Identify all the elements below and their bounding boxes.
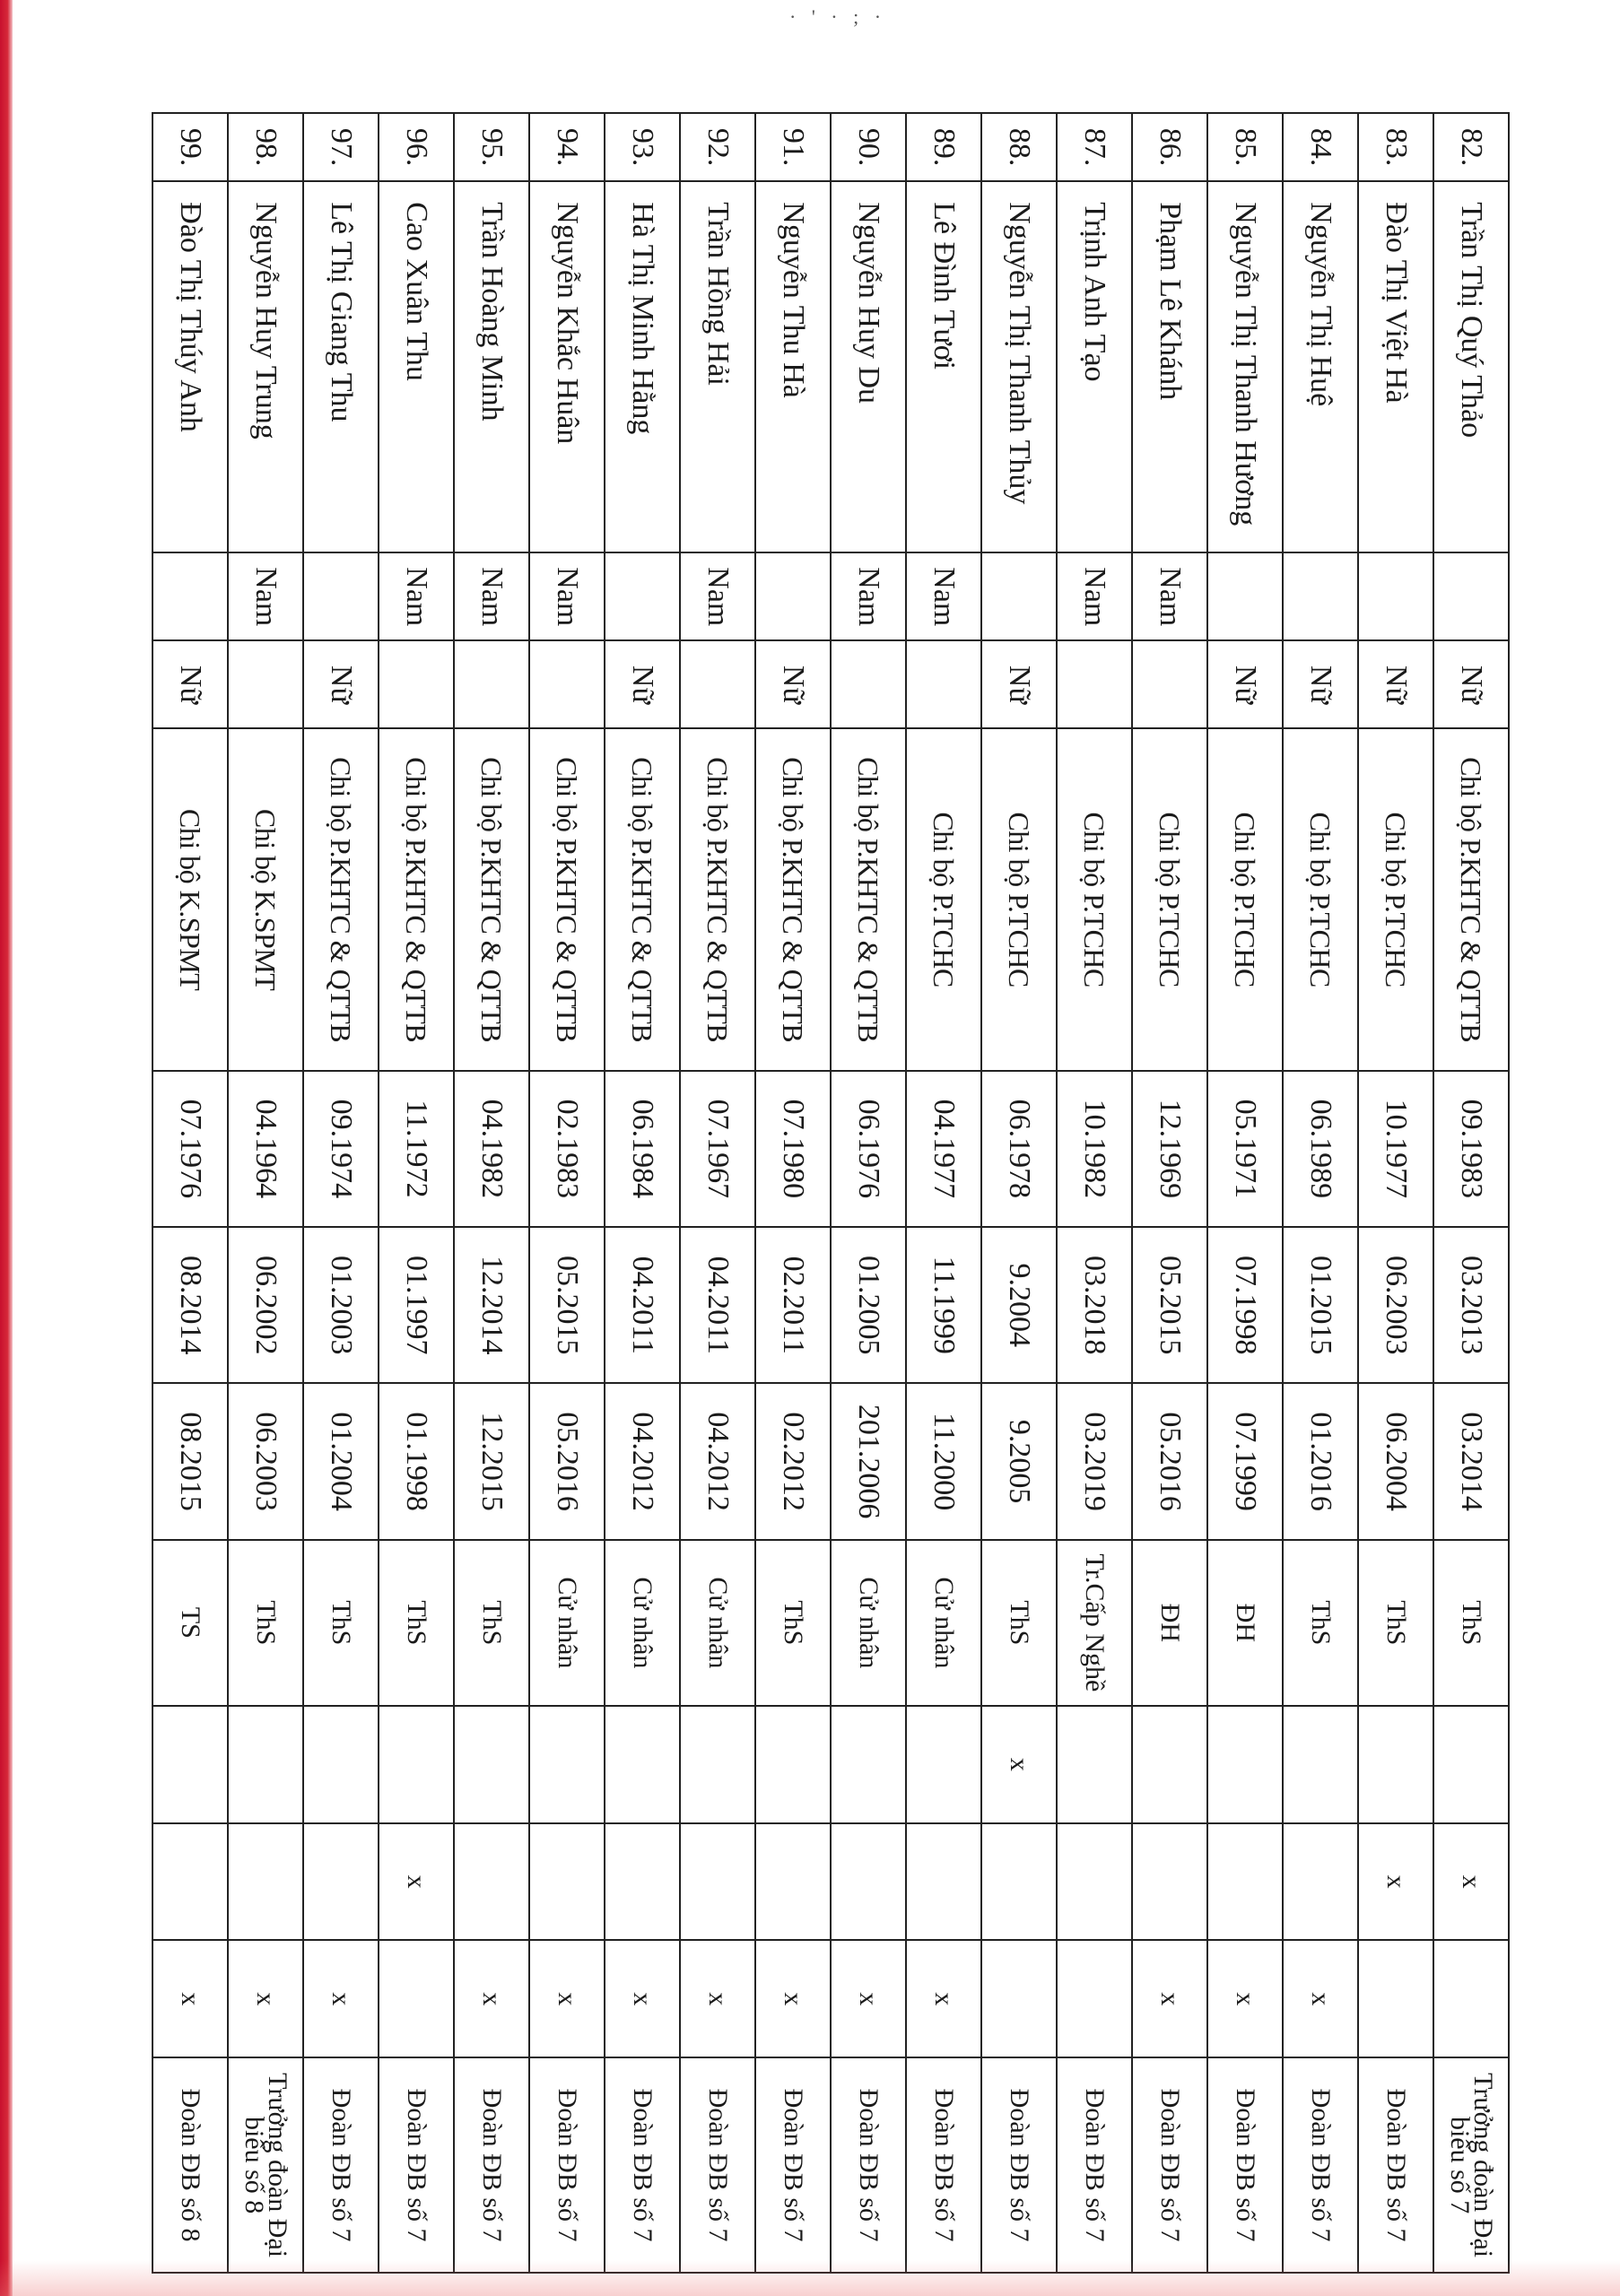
cell-nam: Nam [529,552,605,640]
cell-party-join: 01.1997 [379,1227,454,1383]
cell-nu [906,640,981,728]
cell-mark-1 [755,1706,831,1823]
cell-qualification: ThS [228,1540,303,1706]
cell-birth: 04.1982 [454,1071,529,1227]
cell-mark-1 [454,1706,529,1823]
cell-mark-2 [981,1823,1057,1941]
cell-official: 05.2016 [529,1383,605,1539]
cell-qualification: Cử nhân [529,1540,605,1706]
cell-name: Lê Đình Tươi [906,181,981,552]
cell-mark-3: x [152,1940,228,2057]
cell-chi-bo: Chi bộ P.TCHC [1132,728,1207,1070]
table-row [1057,113,1132,2273]
cell-stt: 85. [1207,113,1283,181]
cell-nam: Nam [228,552,303,640]
cell-mark-1 [529,1706,605,1823]
cell-nu: Nữ [981,640,1057,728]
cell-party-join: 03.2018 [1057,1227,1132,1383]
cell-nu [680,640,755,728]
cell-qualification: Cử nhân [605,1540,680,1706]
cell-nu [228,640,303,728]
cell-mark-3 [1433,1940,1509,2057]
cell-chi-bo: Chi bộ P.KHTC & QTTB [303,728,379,1070]
cell-nu [454,640,529,728]
cell-party-join: 04.2011 [680,1227,755,1383]
cell-delegation: Đoàn ĐB số 7 [680,2057,755,2273]
cell-stt: 89. [906,113,981,181]
cell-mark-2 [152,1823,228,1941]
cell-chi-bo: Chi bộ P.TCHC [1207,728,1283,1070]
cell-official: 11.2000 [906,1383,981,1539]
cell-nu: Nữ [1358,640,1433,728]
cell-qualification: ThS [981,1540,1057,1706]
cell-nam: Nam [831,552,906,640]
cell-qualification: ThS [1283,1540,1358,1706]
cell-delegation: Đoàn ĐB số 7 [454,2057,529,2273]
cell-birth: 07.1967 [680,1071,755,1227]
cell-nu: Nữ [605,640,680,728]
cell-qualification: ThS [303,1540,379,1706]
cell-chi-bo: Chi bộ P.TCHC [981,728,1057,1070]
table-row [906,113,981,2273]
cell-official: 01.1998 [379,1383,454,1539]
cell-mark-3: x [906,1940,981,2057]
cell-nam [981,552,1057,640]
cell-qualification: Cử nhân [906,1540,981,1706]
cell-official: 07.1999 [1207,1383,1283,1539]
cell-official: 9.2005 [981,1383,1057,1539]
cell-mark-2 [1132,1823,1207,1941]
cell-official: 06.2004 [1358,1383,1433,1539]
cell-nu: Nữ [303,640,379,728]
cell-mark-1 [1057,1706,1132,1823]
cell-chi-bo: Chi bộ P.KHTC & QTTB [379,728,454,1070]
cell-delegation: Trưởng đoàn Đại biểu số 8 [228,2057,303,2273]
cell-mark-3: x [680,1940,755,2057]
cell-official: 201.2006 [831,1383,906,1539]
cell-nam [1207,552,1283,640]
cell-stt: 82. [1433,113,1509,181]
cell-stt: 96. [379,113,454,181]
cell-official: 04.2012 [680,1383,755,1539]
cell-official: 12.2015 [454,1383,529,1539]
cell-mark-3: x [529,1940,605,2057]
table-row [1207,113,1283,2273]
cell-mark-1 [379,1706,454,1823]
cell-stt: 91. [755,113,831,181]
cell-stt: 88. [981,113,1057,181]
cell-stt: 86. [1132,113,1207,181]
cell-mark-2: x [1433,1823,1509,1941]
cell-mark-3 [379,1940,454,2057]
cell-mark-2 [755,1823,831,1941]
cell-official: 03.2019 [1057,1383,1132,1539]
cell-name: Nguyễn Thị Huệ [1283,181,1358,552]
cell-mark-2 [605,1823,680,1941]
cell-delegation: Đoàn ĐB số 7 [303,2057,379,2273]
cell-mark-2 [1283,1823,1358,1941]
cell-nam [152,552,228,640]
cell-stt: 84. [1283,113,1358,181]
cell-nu: Nữ [755,640,831,728]
cell-chi-bo: Chi bộ P.KHTC & QTTB [831,728,906,1070]
cell-mark-2 [1057,1823,1132,1941]
cell-nam [1283,552,1358,640]
cell-stt: 90. [831,113,906,181]
cell-mark-1 [303,1706,379,1823]
cell-qualification: ThS [755,1540,831,1706]
cell-qualification: Cử nhân [680,1540,755,1706]
table-row [1132,113,1207,2273]
cell-mark-3 [981,1940,1057,2057]
cell-name: Trần Hoàng Minh [454,181,529,552]
cell-chi-bo: Chi bộ P.KHTC & QTTB [755,728,831,1070]
cell-birth: 02.1983 [529,1071,605,1227]
cell-delegation: Đoàn ĐB số 7 [755,2057,831,2273]
cell-chi-bo: Chi bộ P.KHTC & QTTB [529,728,605,1070]
cell-chi-bo: Chi bộ P.KHTC & QTTB [680,728,755,1070]
cell-name: Phạm Lê Khánh [1132,181,1207,552]
cell-nam: Nam [379,552,454,640]
table-row [831,113,906,2273]
cell-delegation: Đoàn ĐB số 7 [1283,2057,1358,2273]
bottom-edge-smudge [0,2260,1620,2296]
cell-qualification: ThS [1433,1540,1509,1706]
cell-birth: 06.1989 [1283,1071,1358,1227]
cell-official: 03.2014 [1433,1383,1509,1539]
cell-chi-bo: Chi bộ P.TCHC [1283,728,1358,1070]
cell-delegation: Đoàn ĐB số 7 [1057,2057,1132,2273]
cell-party-join: 05.2015 [529,1227,605,1383]
cell-name: Nguyễn Thu Hà [755,181,831,552]
table-row [981,113,1057,2273]
cell-nu [831,640,906,728]
scan-mark: · ' · ; · [789,5,887,28]
cell-mark-3: x [303,1940,379,2057]
cell-chi-bo: Chi bộ P.KHTC & QTTB [605,728,680,1070]
cell-delegation: Đoàn ĐB số 7 [831,2057,906,2273]
cell-nam: Nam [680,552,755,640]
cell-nu [529,640,605,728]
cell-mark-2 [1207,1823,1283,1941]
cell-name: Lê Thị Giang Thu [303,181,379,552]
cell-birth: 06.1978 [981,1071,1057,1227]
cell-name: Nguyễn Khắc Huân [529,181,605,552]
cell-birth: 04.1964 [228,1071,303,1227]
cell-party-join: 06.2002 [228,1227,303,1383]
cell-delegation: Đoàn ĐB số 7 [1358,2057,1433,2273]
table-row [228,113,303,2273]
cell-official: 06.2003 [228,1383,303,1539]
cell-nu [1132,640,1207,728]
cell-birth: 09.1974 [303,1071,379,1227]
cell-mark-3 [1057,1940,1132,2057]
cell-stt: 98. [228,113,303,181]
cell-birth: 10.1982 [1057,1071,1132,1227]
table-row [755,113,831,2273]
cell-qualification: ĐH [1132,1540,1207,1706]
table-row [379,113,454,2273]
cell-nam [303,552,379,640]
cell-mark-2: x [1358,1823,1433,1941]
cell-official: 01.2016 [1283,1383,1358,1539]
cell-qualification: ThS [1358,1540,1433,1706]
cell-chi-bo: Chi bộ P.KHTC & QTTB [1433,728,1509,1070]
cell-nam [1358,552,1433,640]
cell-stt: 87. [1057,113,1132,181]
red-page-edge [0,0,13,2296]
cell-stt: 95. [454,113,529,181]
cell-name: Nguyễn Thị Thanh Thủy [981,181,1057,552]
cell-party-join: 02.2011 [755,1227,831,1383]
cell-official: 05.2016 [1132,1383,1207,1539]
cell-nu: Nữ [152,640,228,728]
cell-mark-3: x [755,1940,831,2057]
cell-qualification: Cử nhân [831,1540,906,1706]
cell-chi-bo: Chi bộ P.KHTC & QTTB [454,728,529,1070]
cell-party-join: 07.1998 [1207,1227,1283,1383]
cell-mark-3: x [454,1940,529,2057]
cell-mark-1 [906,1706,981,1823]
cell-birth: 09.1983 [1433,1071,1509,1227]
cell-mark-1 [152,1706,228,1823]
cell-name: Đào Thị Thúy Anh [152,181,228,552]
cell-name: Nguyễn Thị Thanh Hương [1207,181,1283,552]
cell-nu [1057,640,1132,728]
cell-qualification: ThS [379,1540,454,1706]
cell-mark-1 [680,1706,755,1823]
cell-mark-1 [1433,1706,1509,1823]
cell-stt: 97. [303,113,379,181]
cell-party-join: 11.1999 [906,1227,981,1383]
cell-mark-2: x [379,1823,454,1941]
cell-nu: Nữ [1283,640,1358,728]
cell-mark-2 [228,1823,303,1941]
cell-mark-1: x [981,1706,1057,1823]
cell-birth: 11.1972 [379,1071,454,1227]
cell-nu [379,640,454,728]
cell-delegation: Đoàn ĐB số 8 [152,2057,228,2273]
table-row [680,113,755,2273]
cell-party-join: 9.2004 [981,1227,1057,1383]
cell-official: 02.2012 [755,1383,831,1539]
cell-stt: 92. [680,113,755,181]
cell-mark-3: x [831,1940,906,2057]
cell-mark-3: x [1207,1940,1283,2057]
cell-stt: 93. [605,113,680,181]
cell-party-join: 01.2003 [303,1227,379,1383]
cell-birth: 06.1976 [831,1071,906,1227]
cell-mark-1 [228,1706,303,1823]
cell-nam [1433,552,1509,640]
cell-delegation: Đoàn ĐB số 7 [1207,2057,1283,2273]
cell-stt: 83. [1358,113,1433,181]
cell-delegation: Đoàn ĐB số 7 [529,2057,605,2273]
cell-mark-1 [1207,1706,1283,1823]
table-row [152,113,228,2273]
cell-official: 04.2012 [605,1383,680,1539]
cell-nu: Nữ [1207,640,1283,728]
cell-mark-2 [906,1823,981,1941]
cell-chi-bo: Chi bộ K.SPMT [152,728,228,1070]
cell-chi-bo: Chi bộ P.TCHC [1057,728,1132,1070]
delegate-table [152,112,1510,2274]
cell-birth: 07.1980 [755,1071,831,1227]
cell-nu: Nữ [1433,640,1509,728]
cell-qualification: TS [152,1540,228,1706]
cell-qualification: ThS [454,1540,529,1706]
cell-chi-bo: Chi bộ P.TCHC [1358,728,1433,1070]
cell-mark-2 [831,1823,906,1941]
cell-birth: 05.1971 [1207,1071,1283,1227]
cell-mark-2 [680,1823,755,1941]
cell-mark-3: x [228,1940,303,2057]
cell-party-join: 05.2015 [1132,1227,1207,1383]
cell-mark-3: x [605,1940,680,2057]
cell-name: Trịnh Anh Tạo [1057,181,1132,552]
cell-qualification: Tr.Cấp Nghề [1057,1540,1132,1706]
cell-delegation: Đoàn ĐB số 7 [981,2057,1057,2273]
cell-party-join: 04.2011 [605,1227,680,1383]
cell-delegation: Đoàn ĐB số 7 [906,2057,981,2273]
cell-stt: 94. [529,113,605,181]
cell-birth: 07.1976 [152,1071,228,1227]
cell-name: Nguyễn Huy Du [831,181,906,552]
cell-chi-bo: Chi bộ P.TCHC [906,728,981,1070]
cell-party-join: 08.2014 [152,1227,228,1383]
cell-delegation: Trưởng đoàn Đại biểu số 7 [1433,2057,1509,2273]
cell-mark-1 [605,1706,680,1823]
cell-birth: 06.1984 [605,1071,680,1227]
cell-official: 08.2015 [152,1383,228,1539]
table-row [454,113,529,2273]
cell-name: Hà Thị Minh Hằng [605,181,680,552]
cell-party-join: 01.2005 [831,1227,906,1383]
cell-mark-3 [1358,1940,1433,2057]
cell-delegation: Đoàn ĐB số 7 [1132,2057,1207,2273]
cell-name: Trần Hồng Hải [680,181,755,552]
cell-name: Cao Xuân Thu [379,181,454,552]
cell-nam [605,552,680,640]
cell-party-join: 03.2013 [1433,1227,1509,1383]
cell-birth: 10.1977 [1358,1071,1433,1227]
cell-mark-3: x [1283,1940,1358,2057]
cell-nam: Nam [1132,552,1207,640]
table-row [605,113,680,2273]
cell-birth: 04.1977 [906,1071,981,1227]
table-body [152,113,1509,2273]
cell-mark-1 [831,1706,906,1823]
cell-mark-1 [1358,1706,1433,1823]
cell-mark-2 [303,1823,379,1941]
cell-party-join: 06.2003 [1358,1227,1433,1383]
cell-name: Nguyễn Huy Trung [228,181,303,552]
cell-stt: 99. [152,113,228,181]
cell-name: Trần Thị Quý Thảo [1433,181,1509,552]
cell-name: Đào Thị Việt Hà [1358,181,1433,552]
cell-mark-2 [454,1823,529,1941]
table-row [303,113,379,2273]
rotated-page [152,112,1510,2274]
cell-party-join: 01.2015 [1283,1227,1358,1383]
cell-mark-1 [1283,1706,1358,1823]
table-row [1358,113,1433,2273]
cell-party-join: 12.2014 [454,1227,529,1383]
cell-mark-2 [529,1823,605,1941]
cell-delegation: Đoàn ĐB số 7 [605,2057,680,2273]
cell-official: 01.2004 [303,1383,379,1539]
cell-delegation: Đoàn ĐB số 7 [379,2057,454,2273]
cell-mark-1 [1132,1706,1207,1823]
cell-nam [755,552,831,640]
table-row [1433,113,1509,2273]
cell-mark-3: x [1132,1940,1207,2057]
cell-qualification: ĐH [1207,1540,1283,1706]
cell-chi-bo: Chi bộ K.SPMT [228,728,303,1070]
cell-nam: Nam [906,552,981,640]
cell-nam: Nam [454,552,529,640]
cell-birth: 12.1969 [1132,1071,1207,1227]
table-row [1283,113,1358,2273]
table-row [529,113,605,2273]
cell-nam: Nam [1057,552,1132,640]
